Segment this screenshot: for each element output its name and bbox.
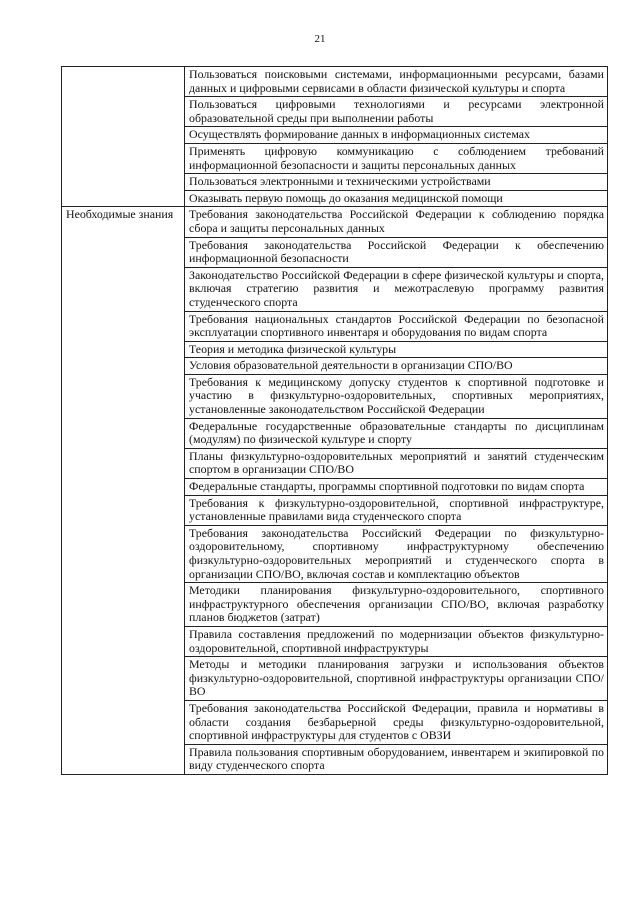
competency-table — [61, 66, 608, 775]
requirement-cell: Требования национальных стандартов Российской Федерации по безопасной эксплуатации спортивного инвентаря и оборудования по видам спорта — [185, 311, 608, 341]
table-row — [62, 67, 608, 97]
requirement-cell: Требования законодательства Российской Федерации к обеспечению информационной безопасности — [185, 237, 608, 267]
row-group-label: Необходимые знания — [62, 207, 185, 775]
requirement-cell: Методики планирования физкультурно-оздоровительного, спортивного инфраструктурного обеспечения организации СПО/ВО, включая разработку планов бюджетов (затрат) — [185, 583, 608, 627]
requirement-cell: Требования законодательства Российский Федерации по физкультурно-оздоровительному, спортивному инфраструктурному обеспечению физкультурно-оздоровительных мероприятий и студенческого спорта в организации СПО/ВО, включая состав и комплектацию объектов — [185, 525, 608, 582]
requirement-cell: Законодательство Российской Федерации в сфере физической культуры и спорта, включая стратегию развития и межотраслевую программу развития студенческого спорта — [185, 267, 608, 311]
requirement-cell: Правила составления предложений по модернизации объектов физкультурно-оздоровительной, спортивной инфраструктуры — [185, 626, 608, 656]
requirement-cell: Федеральные стандарты, программы спортивной подготовки по видам спорта — [185, 479, 608, 496]
requirement-cell: Пользоваться цифровыми технологиями и ресурсами электронной образовательной среды при выполнении работы — [185, 97, 608, 127]
row-group-label-continued — [62, 67, 185, 207]
requirement-cell: Правила пользования спортивным оборудованием, инвентарем и экипировкой по виду студенческого спорта — [185, 744, 608, 774]
table-row — [62, 207, 608, 237]
requirement-cell: Требования законодательства Российской Федерации к соблюдению порядка сбора и защиты персональных данных — [185, 207, 608, 237]
requirement-cell: Осуществлять формирование данных в информационных системах — [185, 127, 608, 144]
requirement-cell: Применять цифровую коммуникацию с соблюдением требований информационной безопасности и защиты персональных данных — [185, 143, 608, 173]
page-number: 21 — [314, 33, 326, 45]
table-body — [62, 67, 608, 775]
requirement-cell: Требования законодательства Российской Федерации, правила и нормативы в области создания безбарьерной среды физкультурно-оздоровительной, спортивной инфраструктуры для студентов с ОВЗИ — [185, 700, 608, 744]
requirement-cell: Теория и методика физической культуры — [185, 341, 608, 358]
requirement-cell: Планы физкультурно-оздоровительных мероприятий и занятий студенческим спортом в организации СПО/ВО — [185, 448, 608, 478]
requirement-cell: Требования к медицинскому допуску студентов к спортивной подготовке и участию в физкультурно-оздоровительных, спортивных мероприятиях, установленные законодательством Российской Федерации — [185, 374, 608, 418]
requirement-cell: Пользоваться поисковыми системами, информационными ресурсами, базами данных и цифровыми сервисами в области физической культуры и спорта — [185, 67, 608, 97]
requirement-cell: Пользоваться электронными и техническими устройствами — [185, 174, 608, 191]
requirement-cell: Условия образовательной деятельности в организации СПО/ВО — [185, 358, 608, 375]
requirement-cell: Федеральные государственные образовательные стандарты по дисциплинам (модулям) по физической культуре и спорту — [185, 418, 608, 448]
requirement-cell: Методы и методики планирования загрузки и использования объектов физкультурно-оздоровительной, спортивной инфраструктуры организации СПО/ВО — [185, 657, 608, 701]
requirement-cell: Требования к физкультурно-оздоровительной, спортивной инфраструктуре, установленные правилами вида студенческого спорта — [185, 495, 608, 525]
requirement-cell: Оказывать первую помощь до оказания медицинской помощи — [185, 190, 608, 207]
